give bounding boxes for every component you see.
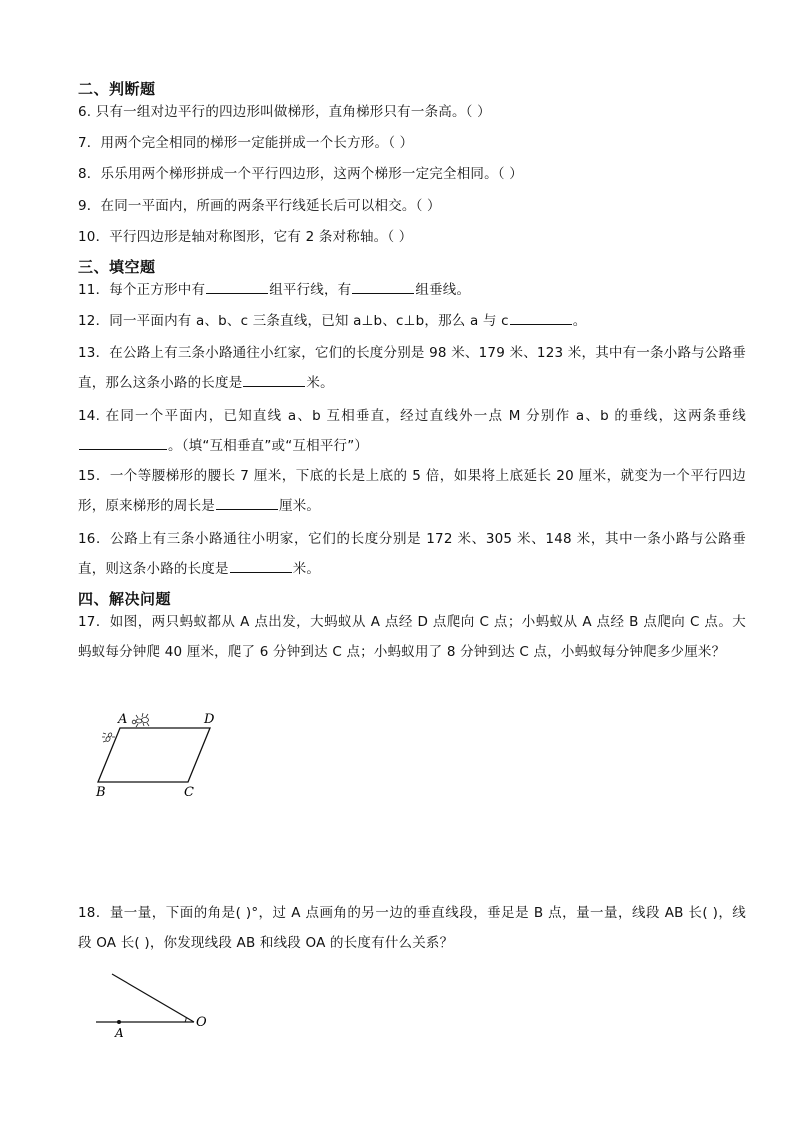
parallelogram-abcd	[98, 728, 210, 782]
question-10: 10．平行四边形是轴对称图形，它有 2 条对称轴。（ ）	[78, 229, 413, 245]
label-o: O	[196, 1015, 207, 1030]
question-12	[78, 306, 746, 336]
small-ant-icon	[102, 732, 115, 742]
angle-arc	[185, 1017, 186, 1022]
question-12-part1: 12．同一平面内有 a、b、c 三条直线，已知 a⊥b、c⊥b，那么 a 与 c	[78, 313, 509, 329]
question-16-part1: 16．公路上有三条小路通往小明家，它们的长度分别是 172 米、305 米、148 米，其中一条小路与公路垂直，则这条小路的长度是	[78, 531, 746, 577]
question-17: 17．如图，两只蚂蚁都从 A 点出发，大蚂蚁从 A 点经 D 点爬向 C 点；小蚂蚁从 A 点经 B 点爬向 C 点。大蚂蚁每分钟爬 40 厘米，爬了 6 分钟到达 C 点；小蚂蚁用了 8 分钟到达 C 点，小蚂蚁每分钟爬多少厘米？	[78, 614, 746, 660]
question-14	[78, 401, 746, 461]
question-18: 18．量一量，下面的角是( )°，过 A 点画角的另一边的垂直线段，垂足是 B 点，量一量，线段 AB 长( )，线段 OA 长( )，你发现线段 AB 和线段 OA 的长度有什么关系？	[78, 905, 746, 951]
question-13-part2: 米。	[306, 375, 334, 391]
label-c: C	[184, 785, 194, 800]
answer-blank[interactable]	[206, 276, 268, 294]
question-15	[78, 461, 746, 521]
answer-blank[interactable]	[216, 492, 278, 510]
question-16	[78, 524, 746, 584]
label-d: D	[204, 712, 215, 727]
question-11-part3: 组垂线。	[415, 282, 471, 298]
point-a	[117, 1020, 121, 1024]
section-solve-heading: 四、解决问题	[78, 590, 172, 608]
section-judge-heading: 二、判断题	[78, 80, 156, 98]
angle-slanted-ray	[112, 974, 194, 1022]
answer-blank[interactable]	[230, 555, 292, 573]
label-a: A	[115, 1026, 124, 1040]
label-a: A	[118, 712, 128, 727]
question-8: 8．乐乐用两个梯形拼成一个平行四边形，这两个梯形一定完全相同。（ ）	[78, 166, 523, 182]
question-16-part2: 米。	[292, 561, 321, 577]
question-6: 6. 只有一组对边平行的四边形叫做梯形，直角梯形只有一条高。（ ）	[78, 104, 491, 120]
question-11-part1: 11．每个正方形中有	[78, 282, 206, 298]
question-11-part2: 组平行线，有	[269, 282, 352, 298]
answer-blank[interactable]	[510, 307, 572, 325]
question-14-part2: 。（填“互相垂直”或“互相平行”）	[168, 438, 369, 454]
parallelogram-figure	[88, 706, 238, 802]
answer-blank[interactable]	[243, 369, 305, 387]
question-7: 7．用两个完全相同的梯形一定能拼成一个长方形。（ ）	[78, 135, 414, 151]
question-15-part1: 15．一个等腰梯形的腰长 7 厘米，下底的长是上底的 5 倍，如果将上底延长 20 厘米，就变为一个平行四边形，原来梯形的周长是	[78, 468, 746, 514]
question-15-part2: 厘米。	[279, 498, 321, 514]
angle-figure	[90, 968, 220, 1044]
label-b: B	[96, 785, 106, 800]
question-9: 9．在同一平面内，所画的两条平行线延长后可以相交。（ ）	[78, 198, 441, 214]
question-13-part1: 13．在公路上有三条小路通往小红家，它们的长度分别是 98 米、179 米、123 米，其中有一条小路与公路垂直，那么这条小路的长度是	[78, 345, 746, 391]
question-11	[78, 275, 746, 305]
answer-blank[interactable]	[79, 432, 167, 450]
question-14-part1: 14. 在同一个平面内，已知直线 a、b 互相垂直，经过直线外一点 M 分别作 a、b 的垂线，这两条垂线	[78, 408, 746, 424]
question-12-part2: 。	[572, 313, 587, 329]
question-13	[78, 338, 746, 398]
answer-blank[interactable]	[352, 276, 414, 294]
section-fill-heading: 三、填空题	[78, 258, 156, 276]
big-ant-icon	[132, 713, 149, 727]
